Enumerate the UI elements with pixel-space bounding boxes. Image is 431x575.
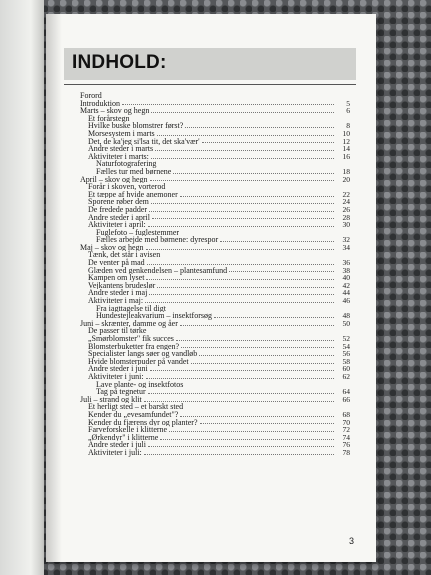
toc-entry-title: De fredede padder [88,204,148,214]
toc-dot-leader [185,127,334,128]
toc-entry-title: Fælles arbejde med børnene: dyrespor [96,235,219,245]
page-title: INDHOLD: [72,52,167,73]
toc-entry-title: Maj – skov og hegn [80,242,144,252]
toc-entry-page: 64 [342,387,350,397]
toc-entry-title: Farveforskelle i klitterne [88,425,168,435]
toc-entry-page: 40 [342,273,350,283]
toc-dot-leader [148,393,334,394]
toc-entry-page: 56 [342,349,350,359]
toc-entry [80,449,350,457]
toc-entry-title: Vejkantens brudeslør [88,280,156,290]
toc-entry-page: 10 [342,128,350,138]
toc-entry-title: Et tæppe af hvide anemoner [88,189,178,199]
toc-dot-leader [200,423,334,424]
toc-entry-title: Marts – skov og hegn [80,106,150,116]
toc-entry-title: „Ørkendyr" i klitterne [88,432,159,442]
toc-entry-page: 5 [346,98,350,108]
toc-entry-page: 12 [342,136,350,146]
toc-dot-leader [191,363,334,364]
toc-entry-page: 16 [342,151,350,161]
toc-dot-leader [181,347,334,348]
toc-entry-page: 76 [342,440,350,450]
toc-entry-page: 48 [342,311,350,321]
toc-dot-leader [146,279,334,280]
toc-entry-title: „Smørblomster" fik succes [88,334,174,343]
toc-entry-title: Juni – skrænter, damme og åer [80,318,178,328]
toc-dot-leader [176,340,334,341]
toc-entry-page: 72 [342,425,350,435]
toc-entry-page: 58 [342,356,350,366]
toc-dot-leader [169,431,334,432]
toc-dot-leader [151,112,334,113]
toc-entry-title: Sporene røber dem [88,197,149,207]
toc-entry-title: Andre steder i juli [88,440,146,450]
book-page [46,14,376,562]
toc-entry-page: 68 [342,409,350,419]
toc-entry-title: De venter på mad [88,258,145,268]
toc-entry-title: Forord [80,91,102,100]
toc-dot-leader [214,317,334,318]
toc-entry-title: Andre steder i maj [88,288,148,298]
toc-dot-leader [173,173,334,174]
toc-dot-leader [150,180,334,181]
toc-entry-page: 34 [342,242,350,252]
toc-entry-title: April – skov og hegn [80,174,148,184]
toc-entry-title: Andre steder i juni [88,364,148,374]
toc-entry-title: Glæden ved genkendelsen – plantesamfund [88,265,228,275]
toc-dot-leader [122,104,334,105]
toc-dot-leader [151,158,334,159]
toc-entry-page: 66 [342,394,350,404]
toc-entry-page: 32 [342,235,350,245]
toc-entry-title: Fuglefoto – fuglestemmer [96,227,180,237]
toc-entry-page: 44 [342,288,350,298]
toc-dot-leader [155,150,334,151]
toc-entry-page: 24 [342,197,350,207]
toc-entry-title: Aktiviteter i marts: [88,151,149,161]
toc-entry-title: Hvide blomsterpuder på vandet [88,356,189,366]
heading-divider [64,84,356,85]
toc-entry-title: Hvilke buske blomstrer først? [88,121,184,131]
toc-entry-page: 22 [342,189,350,199]
toc-entry-title: Lave plante- og insektfotos [96,379,184,389]
toc-dot-leader [180,416,334,417]
toc-entry-page: 30 [342,220,350,230]
toc-entry-page: 36 [342,258,350,268]
toc-entry-page: 38 [342,265,350,275]
toc-entry-page: 6 [346,106,350,116]
toc-entry-title: Aktiviteter i maj: [88,296,144,306]
toc-entry-page: 50 [342,318,350,328]
toc-entry-page: 14 [342,144,350,154]
toc-entry [80,92,350,100]
toc-dot-leader [147,264,334,265]
toc-dot-leader [160,439,334,440]
toc-dot-leader [180,196,334,197]
toc-entry-title: Aktiviteter i april: [88,220,146,230]
toc-entry-title: Forår i skoven, vorterod [88,182,166,192]
toc-entry-page: 26 [342,204,350,214]
toc-dot-leader [202,142,334,143]
toc-entry-page: 18 [342,166,350,176]
facing-page-edge [0,0,44,575]
toc-entry-title: Kender du „evesamfundet"? [88,409,179,419]
toc-entry-page: 70 [342,417,350,427]
toc-dot-leader [145,302,334,303]
toc-dot-leader [229,271,334,272]
toc-entry-page: 8 [346,121,350,131]
toc-dot-leader [152,218,334,219]
toc-entry-title: Hundestejleakvarium – insektforsøg [96,311,212,321]
toc-dot-leader [151,203,334,204]
toc-entry-title: Andre steder i marts [88,144,154,154]
toc-dot-leader [149,211,334,212]
toc-entry-page: 74 [342,432,350,442]
toc-entry-page: 54 [342,341,350,351]
toc-entry-title: Morsesystem i marts [88,128,155,138]
toc-entry-title: Et forårstegn [88,113,130,123]
toc-dot-leader [146,249,334,250]
toc-entry-page: 52 [342,334,350,343]
toc-entry-title: Introduktion [80,98,120,108]
toc-entry-title: Kampen om lyset [88,273,145,283]
toc-entry-title: Specialister langs søer og vandløb [88,349,198,359]
toc-entry-page: 42 [342,280,350,290]
toc-entry-page: 46 [342,296,350,306]
toc-entry-title: Tænk, det står i avisen [88,250,161,260]
toc-entry-title: Et herligt sted – et barskt sted [88,402,184,412]
toc-entry-title: Kender du fjærens dyr og planter? [88,417,198,427]
toc-dot-leader [150,370,334,371]
toc-entry-page: 20 [342,174,350,184]
toc-entry-title: Det, de ka'jeg si'lsa tit, det ska'vær' [88,136,200,146]
toc-entry-page: 60 [342,364,350,374]
toc-entry-page: 62 [342,371,350,381]
toc-dot-leader [157,135,334,136]
toc-dot-leader [146,378,334,379]
page-binding-shadow [46,14,62,562]
toc-dot-leader [220,241,334,242]
toc-dot-leader [149,294,334,295]
page-number: 3 [349,536,355,546]
table-of-contents [80,92,350,457]
toc-entry-title: Blomsterbuketter fra engen? [88,341,180,351]
toc-entry-title: De passer til tørke [88,326,147,336]
toc-entry-title: Andre steder i april [88,212,150,222]
toc-entry-title: Aktiviteter i juli: [88,447,142,457]
toc-dot-leader [148,226,334,227]
toc-entry-page: 78 [342,447,350,457]
toc-entry-title: Aktiviteter i juni: [88,371,144,381]
toc-entry-title: Fra iagttagelse til digt [96,303,166,313]
toc-entry-page: 28 [342,212,350,222]
toc-dot-leader [144,454,334,455]
toc-dot-leader [180,325,334,326]
toc-entry-title: Naturfotografering [96,159,157,169]
toc-dot-leader [199,355,334,356]
toc-entry-title: Tag på tegnetur [96,387,146,397]
toc-dot-leader [148,446,334,447]
toc-entry-title: Juli – strand og klit [80,394,142,404]
toc-dot-leader [157,287,334,288]
toc-entry-title: Fælles tur med børnene [96,166,172,176]
